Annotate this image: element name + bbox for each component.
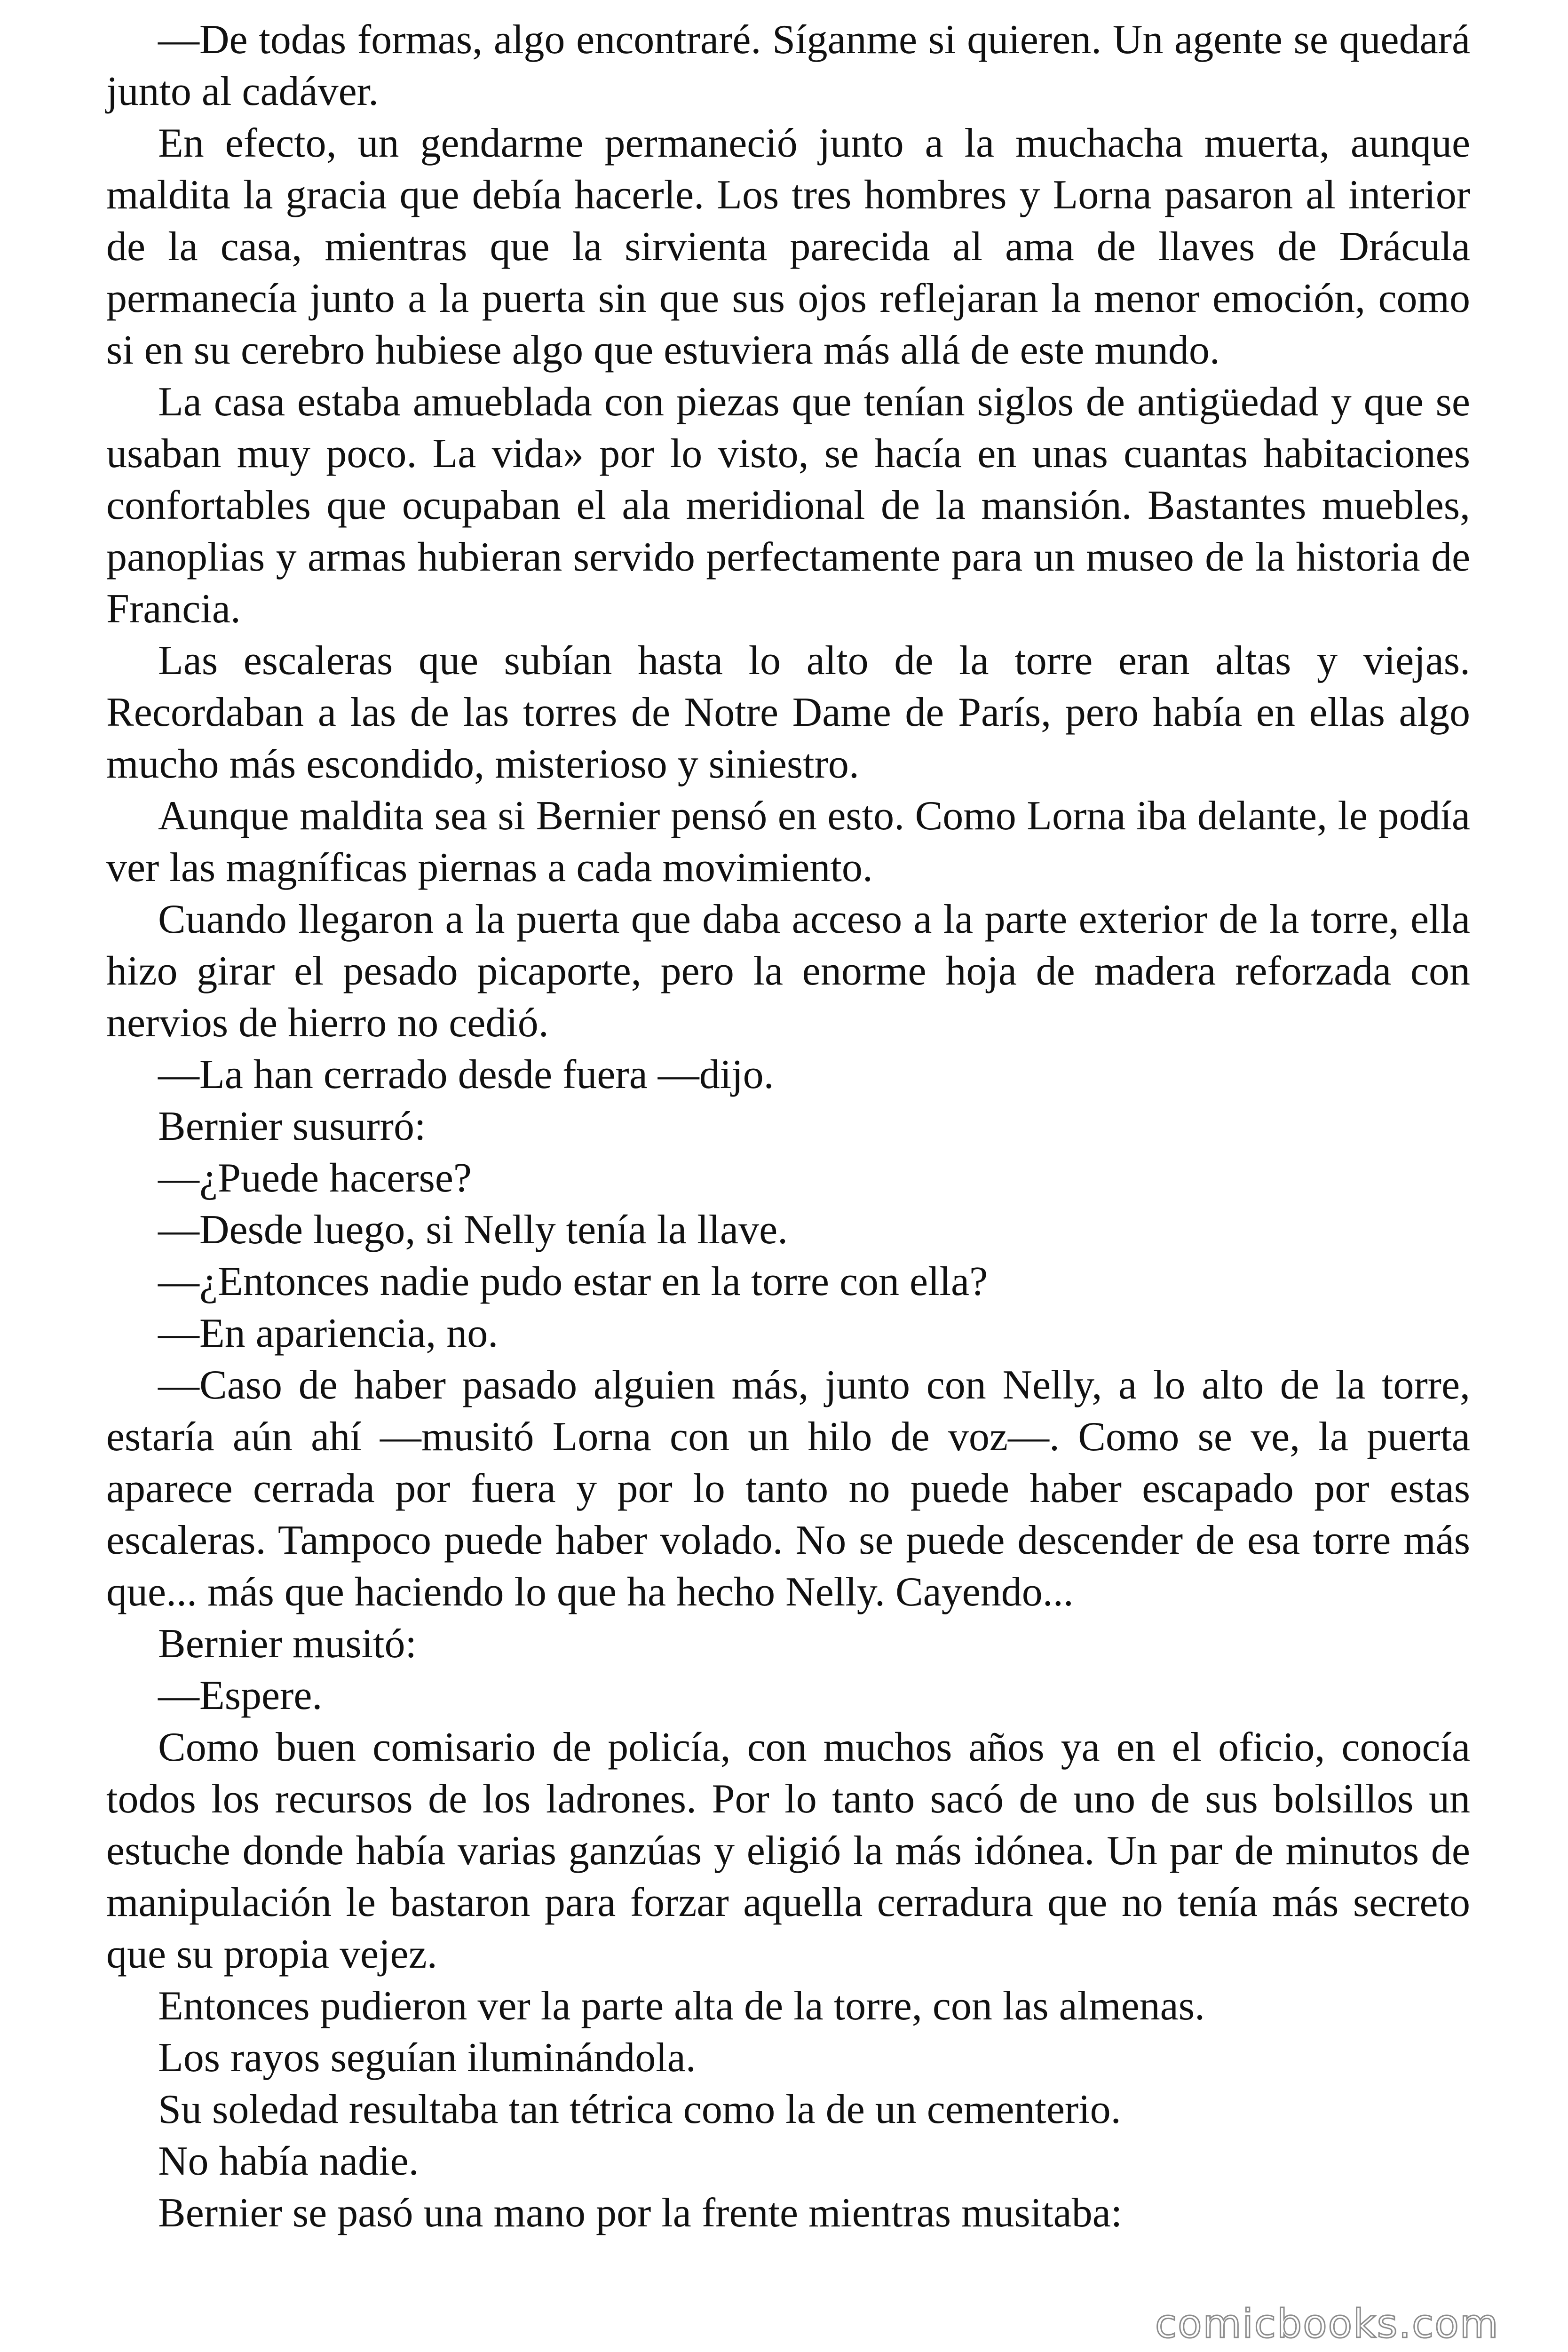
paragraph: Bernier se pasó una mano por la frente mientras musitaba: [158, 2190, 1123, 2236]
paragraph: —De todas formas, algo encontraré. Síganme si quieren. Un agente se quedará junto al cadáver. [106, 17, 1470, 114]
dialogue-line: —Espere. [158, 1673, 323, 1718]
watermark: comicbooks.com [1155, 2301, 1499, 2347]
dialogue-line: —La han cerrado desde fuera —dijo. [158, 1052, 774, 1097]
body-text [106, 14, 1470, 2239]
paragraph: Aunque maldita sea si Bernier pensó en esto. Como Lorna iba delante, le podía ver las magníficas piernas a cada movimiento. [106, 793, 1470, 890]
paragraph: Los rayos seguían iluminándola. [158, 2035, 696, 2081]
dialogue-line: —Desde luego, si Nelly tenía la llave. [158, 1207, 788, 1253]
paragraph: En efecto, un gendarme permaneció junto a la muchacha muerta, aunque maldita la gracia que debía hacerle. Los tres hombres y Lorna pasaron al interior de la casa, mientras que la sirvienta parecida al ama de llaves de Drácula permanecía junto a la puerta sin que sus ojos reflejaran la menor emoción, como si en su cerebro hubiese algo que estuviera más allá de este mundo. [106, 120, 1470, 373]
dialogue-line: —¿Puede hacerse? [158, 1155, 472, 1201]
paragraph: No había nadie. [158, 2138, 419, 2184]
document-page [106, 0, 1470, 2352]
dialogue-line: Bernier musitó: [158, 1621, 417, 1667]
dialogue-line: —En apariencia, no. [158, 1311, 499, 1356]
dialogue-line: —¿Entonces nadie pudo estar en la torre con ella? [158, 1259, 988, 1304]
paragraph: Como buen comisario de policía, con muchos años ya en el oficio, conocía todos los recursos de los ladrones. Por lo tanto sacó de uno de sus bolsillos un estuche donde había varias ganzúas y eligió la más idónea. Un par de minutos de manipulación le bastaron para forzar aquella cerradura que no tenía más secreto que su propia vejez. [106, 1724, 1470, 1977]
paragraph: La casa estaba amueblada con piezas que tenían siglos de antigüedad y que se usaban muy poco. La vida» por lo visto, se hacía en unas cuantas habitaciones confortables que ocupaban el ala meridional de la mansión. Bastantes muebles, panoplias y armas hubieran servido perfectamente para un museo de la historia de Francia. [106, 379, 1470, 632]
paragraph: Su soledad resultaba tan tétrica como la de un cementerio. [158, 2087, 1121, 2132]
paragraph: Cuando llegaron a la puerta que daba acceso a la parte exterior de la torre, ella hizo girar el pesado picaporte, pero la enorme hoja de madera reforzada con nervios de hierro no cedió. [106, 897, 1470, 1046]
dialogue-line: Bernier susurró: [158, 1104, 426, 1149]
paragraph: Las escaleras que subían hasta lo alto de la torre eran altas y viejas. Recordaban a las de las torres de Notre Dame de París, pero había en ellas algo mucho más escondido, misterioso y siniestro. [106, 638, 1470, 787]
paragraph: —Caso de haber pasado alguien más, junto con Nelly, a lo alto de la torre, estaría aún ahí —musitó Lorna con un hilo de voz—. Como se ve, la puerta aparece cerrada por fuera y por lo tanto no puede haber escapado por estas escaleras. Tampoco puede haber volado. No se puede descender de esa torre más que... más que haciendo lo que ha hecho Nelly. Cayendo... [106, 1362, 1470, 1615]
paragraph: Entonces pudieron ver la parte alta de la torre, con las almenas. [158, 1983, 1205, 2029]
